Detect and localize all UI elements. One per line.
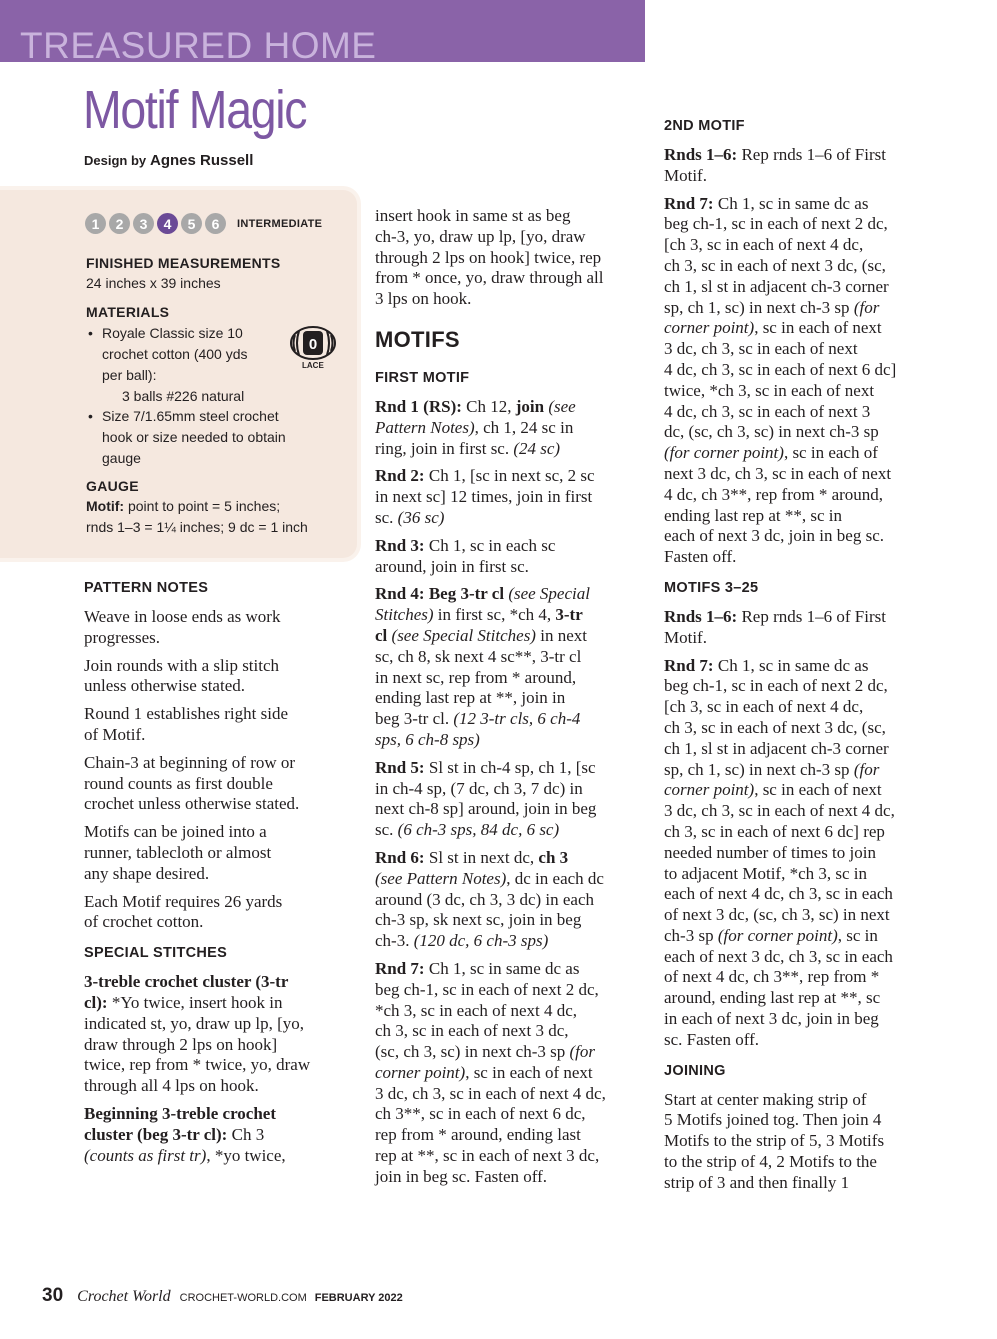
m3-round-7: Rnd 7: Ch 1, sc in same dc as beg ch-1, sc in each of next 2 dc, [ch 3, sc in each of next 4 dc, ch 3, sc in each of next 3 dc, (sc, ch 1, sl st in adjacent ch-3 corner sp, ch 1, sc) in next ch-3 sp (for corner point), sc in each of next 3 dc, ch 3, sc in each of next 4 dc, ch 3, sc in each of next 6 dc] rep needed number of times to join to adjacent Motif, *ch 3, sc in each of next 4 dc, ch 3, sc in each of next 3 dc, (sc, ch 3, sc) in next ch-3 sp (for corner point), sc in each of next 3 dc, ch 3, sc in each of next 4 dc, ch 3**, rep from * around, ending last rep at **, sc in each of next 3 dc, join in beg sc. Fasten off. <box>664 655 895 1049</box>
round-5: Rnd 5: Sl st in ch-4 sp, ch 1, [sc in ch-4 sp, (7 dc, ch 3, 7 dc) in next ch-8 sp] around, join in beg sc. (6 ch-3 sps, 84 dc, 6 sc) <box>375 757 597 840</box>
joining-text: Start at center making strip of 5 Motifs joined tog. Then join 4 Motifs to the strip of 5, 3 Motifs to the strip of 4, 2 Motifs to the strip of 3 and then finally 1 <box>664 1089 885 1192</box>
m2-round-7: Rnd 7: Ch 1, sc in same dc as beg ch-1, sc in each of next 2 dc, [ch 3, sc in each of next 4 dc, ch 3, sc in each of next 3 dc, (sc, ch 1, sl st in adjacent ch-3 corner sp, ch 1, sc) in next ch-3 sp (for corner point), sc in each of next 3 dc, ch 3, sc in each of next 4 dc, ch 3, sc in each of next 6 dc] twice, *ch 3, sc in each of next 4 dc, ch 3, sc in each of next 3 dc, (sc, ch 3, sc) in next ch-3 sp (for corner point), sc in each of next 3 dc, ch 3, sc in each of next 4 dc, ch 3**, rep from * around, ending last rep at **, sc in each of next 3 dc, join in beg sc. Fasten off. <box>664 193 897 567</box>
page-number: 30 <box>42 1285 64 1306</box>
motifs-3-25-heading: MOTIFS 3–25 <box>664 579 759 596</box>
column-3 <box>664 116 954 1201</box>
yarn-weight-number: 0 <box>308 336 318 353</box>
skill-level-6: 6 <box>205 213 226 234</box>
bullet-1: • <box>88 325 93 341</box>
special-stitch-2: Beginning 3-treble crochet cluster (beg 3-tr cl): Ch 3 (counts as first tr), *yo twice, <box>84 1103 286 1165</box>
skill-level-5: 5 <box>181 213 202 234</box>
page-footer <box>42 1285 403 1307</box>
skill-level-2: 2 <box>109 213 130 234</box>
m2-rounds-1-6: Rnds 1–6: Rep rnds 1–6 of First Motif. <box>664 145 886 185</box>
skill-label: INTERMEDIATE <box>237 217 323 230</box>
round-4: Rnd 4: Beg 3-tr cl (see Special Stitches) in first sc, *ch 4, 3-tr cl (see Special Stitches) in next sc, ch 8, sk next 4 sc**, 3-tr cl in next sc, rep from * around, ending last rep at **, join in beg 3-tr cl. (12 3-tr cls, 6 ch-4 sps, 6 ch-8 sps) <box>375 584 590 749</box>
special-stitch-1: 3-treble crochet cluster (3-tr cl): *Yo twice, insert hook in indicated st, yo, draw up lp, [yo, draw through 2 lps on hook] twice, rep from * twice, yo, draw through all 4 lps on hook. <box>84 972 311 1096</box>
skill-level-1: 1 <box>85 213 106 234</box>
skill-level-4: 4 <box>157 213 178 234</box>
special-stitches-heading: SPECIAL STITCHES <box>84 945 228 962</box>
note-2: Join rounds with a slip stitch unless otherwise stated. <box>84 655 280 696</box>
round-7: Rnd 7: Ch 1, sc in same dc as beg ch-1, sc in each of next 2 dc, *ch 3, sc in each of next 4 dc, ch 3, sc in each of next 3 dc, (sc, ch 3, sc) in next ch-3 sp (for corner point), sc in each of next 3 dc, ch 3, sc in each of next 4 dc, ch 3**, sc in each of next 6 dc, rep from * around, ending last rep at **, sc in each of next 3 dc, join in beg sc. Fasten off. <box>375 958 606 1186</box>
gauge-text: Motif: point to point = 5 inches; rnds 1–3 = 1¼ inches; 9 dc = 1 inch <box>86 498 308 535</box>
bullet-2: • <box>88 408 93 424</box>
round-2: Rnd 2: Ch 1, [sc in next sc, 2 sc in next sc] 12 times, join in first sc. (36 sc) <box>375 466 595 527</box>
note-4: Chain-3 at beginning of row or round counts as first double crochet unless otherwise stated. <box>84 752 300 814</box>
yarn-weight-label: LACE <box>302 361 324 370</box>
issue-date: FEBRUARY 2022 <box>314 1292 403 1304</box>
stitch-continued: insert hook in same st as beg ch-3, yo, draw up lp, [yo, draw through 2 lps on hook] twice, rep from * once, yo, draw through all 3 lps on hook. <box>375 206 604 309</box>
page-title: Motif Magic <box>83 80 307 140</box>
design-prefix: Design by <box>84 153 147 168</box>
magazine-url: CROCHET-WORLD.COM <box>179 1292 307 1304</box>
motifs-heading: MOTIFS <box>375 326 460 352</box>
materials-heading: MATERIALS <box>86 304 170 320</box>
section-label: TREASURED HOME <box>20 25 377 66</box>
designer-name: Agnes Russell <box>150 152 254 169</box>
pattern-notes-heading: PATTERN NOTES <box>84 580 209 596</box>
magazine-name: Crochet World <box>77 1288 171 1305</box>
note-6: Each Motif requires 26 yards of crochet cotton. <box>84 891 283 932</box>
designer-credit <box>84 151 253 170</box>
finished-heading: FINISHED MEASUREMENTS <box>86 255 281 271</box>
joining-heading: JOINING <box>664 1062 726 1079</box>
column-1 <box>84 578 356 1173</box>
note-5: Motifs can be joined into a runner, tablecloth or almost any shape desired. <box>84 822 272 883</box>
first-motif-heading: FIRST MOTIF <box>375 369 470 386</box>
second-motif-heading: 2ND MOTIF <box>664 118 745 134</box>
material-2: Size 7/1.65mm steel crochet hook or size needed to obtain gauge <box>102 408 286 466</box>
round-1: Rnd 1 (RS): Ch 12, join (see Pattern Notes), ch 1, 24 sc in ring, join in first sc. (24 sc) <box>375 396 576 458</box>
finished-value: 24 inches x 39 inches <box>86 275 221 291</box>
skill-level-3: 3 <box>133 213 154 234</box>
gauge-heading: GAUGE <box>86 478 139 494</box>
round-6: Rnd 6: Sl st in next dc, ch 3 (see Pattern Notes), dc in each dc around (3 dc, ch 3, 3 dc) in each ch-3 sp, sk next sc, join in beg ch-3. (120 dc, 6 ch-3 sps) <box>375 847 604 951</box>
material-1: Royale Classic size 10 crochet cotton (400 yds per ball): 3 balls #226 natural <box>102 325 248 404</box>
note-1: Weave in loose ends as work progresses. <box>84 607 281 647</box>
skill-level <box>85 213 322 234</box>
round-3: Rnd 3: Ch 1, sc in each sc around, join in first sc. <box>375 535 556 576</box>
column-2 <box>375 206 650 1195</box>
m3-rounds-1-6: Rnds 1–6: Rep rnds 1–6 of First Motif. <box>664 606 886 647</box>
note-3: Round 1 establishes right side of Motif. <box>84 704 288 744</box>
